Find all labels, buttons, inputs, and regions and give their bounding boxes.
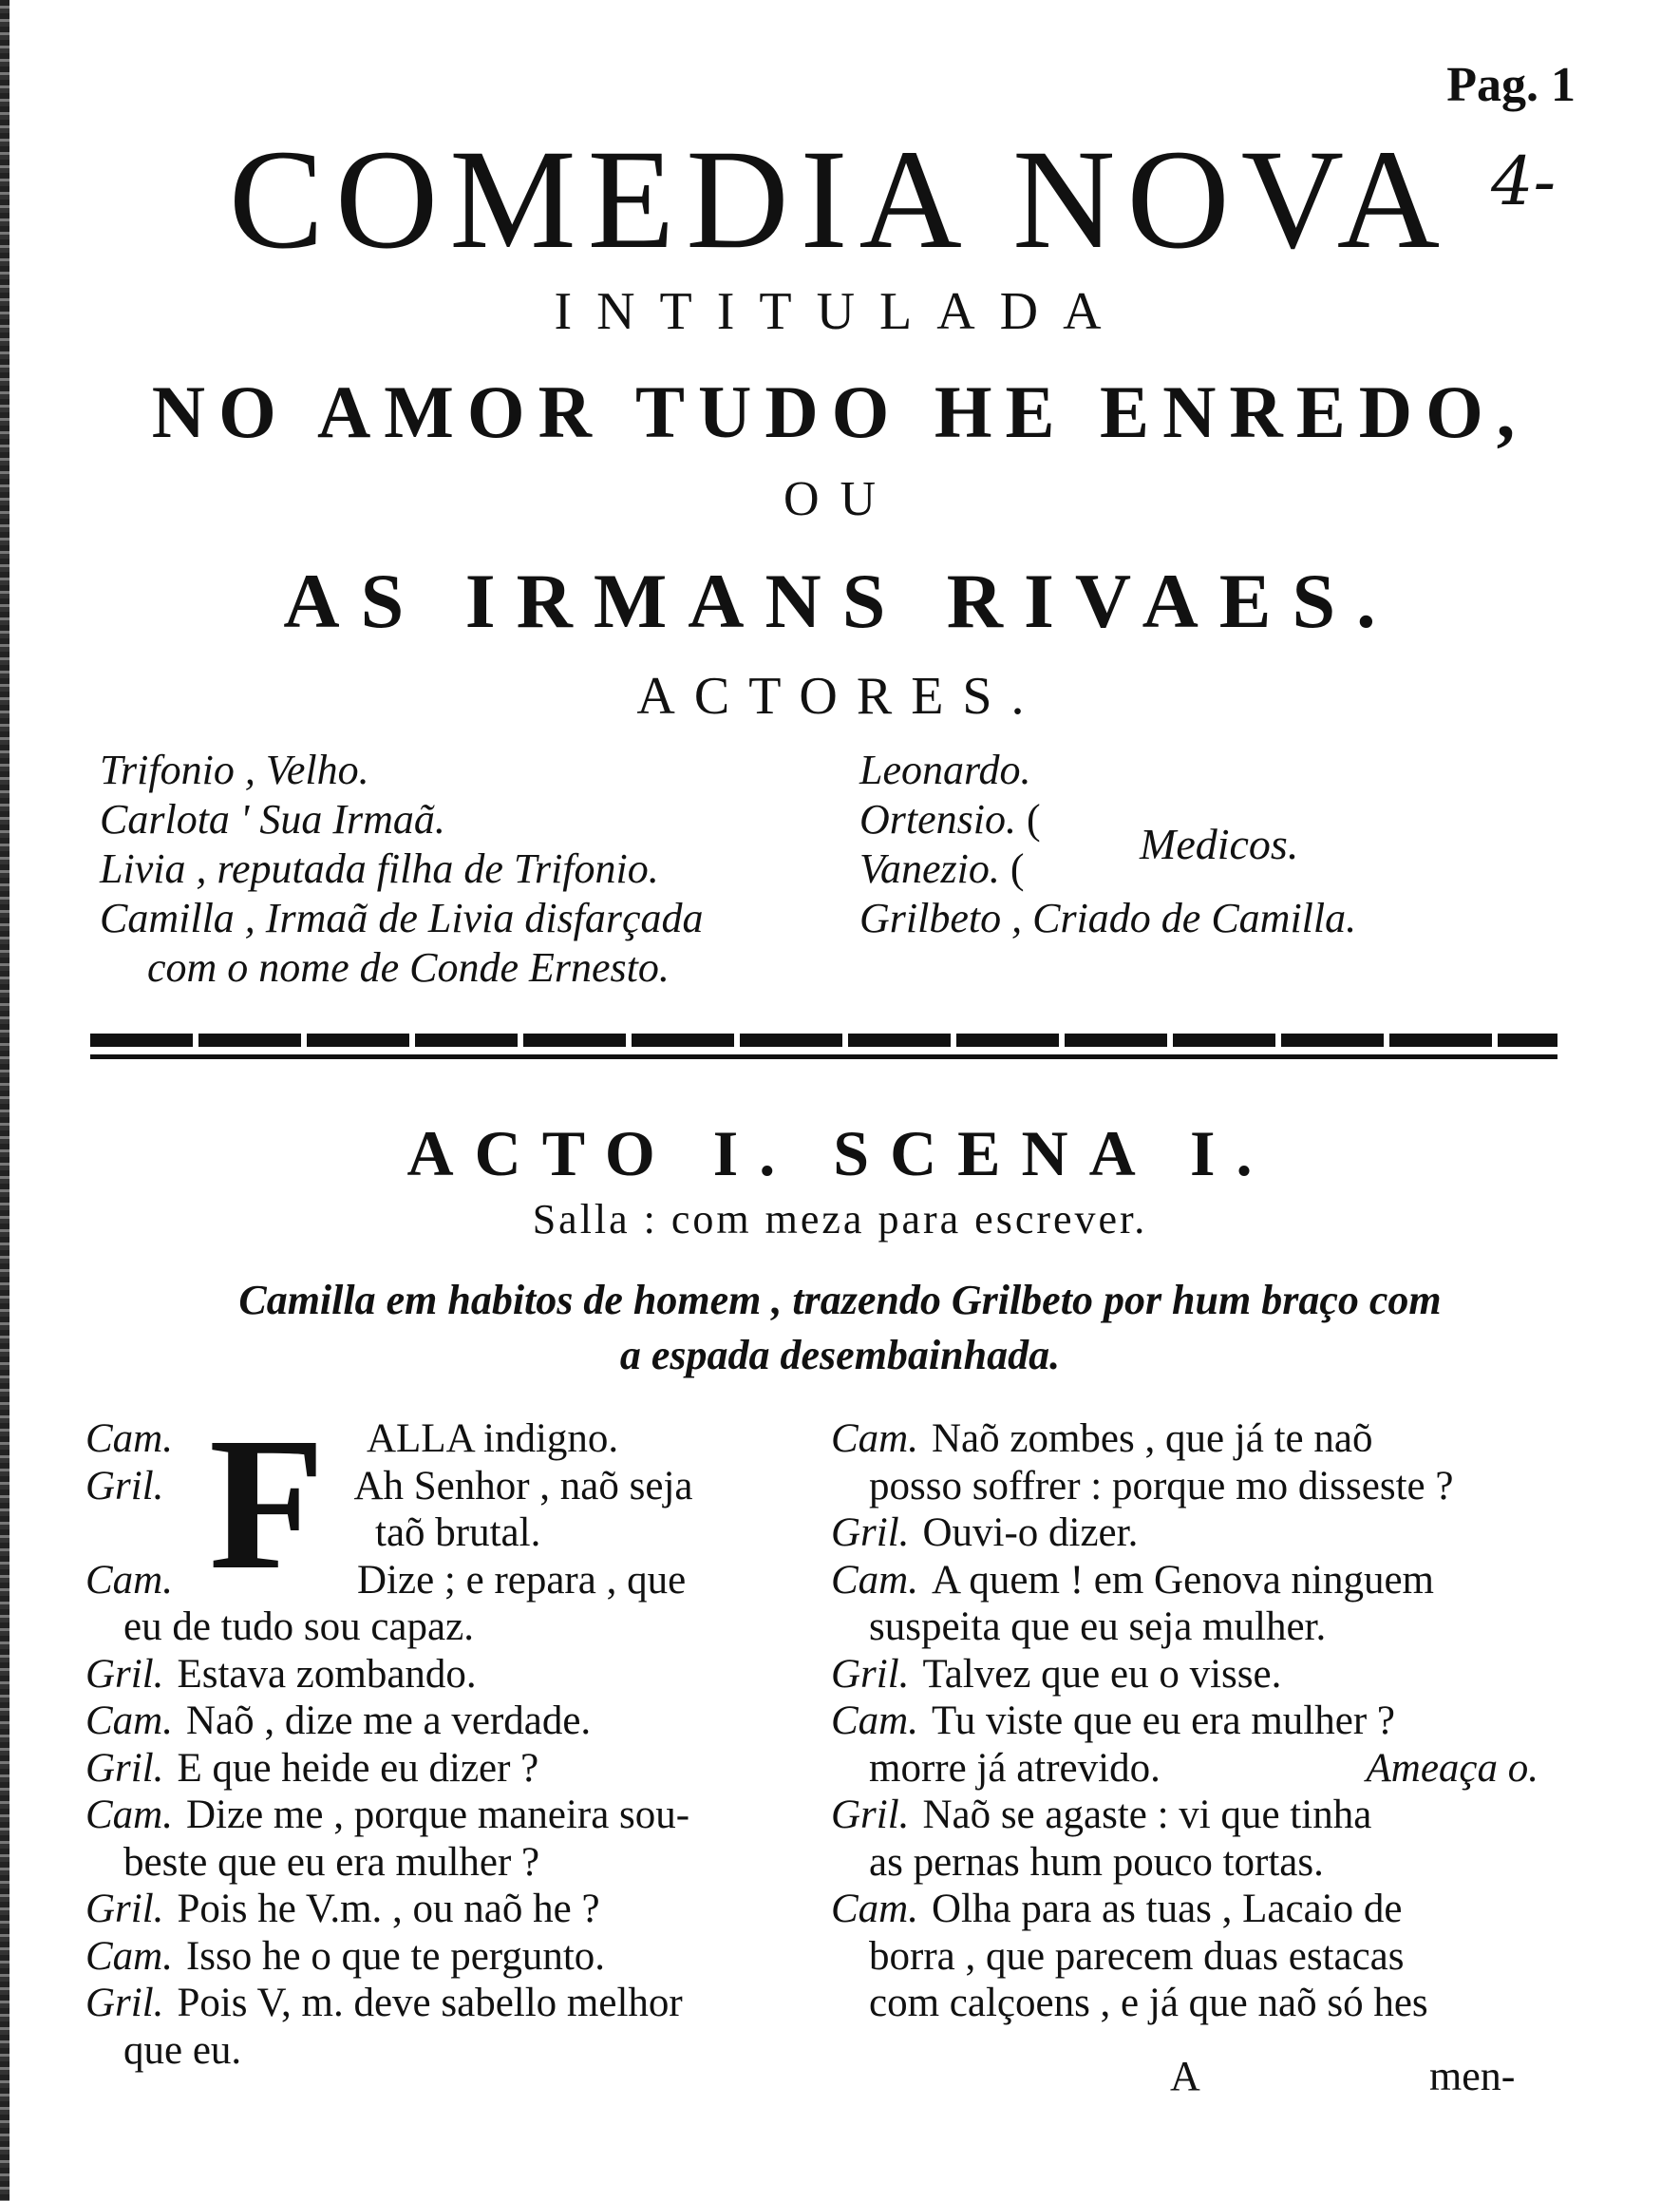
speaker: Cam. (831, 1557, 918, 1603)
dialogue-column-right (831, 1415, 1538, 2027)
bracket-mark: ( (1010, 845, 1025, 892)
speaker: Cam. (831, 1416, 918, 1461)
dialogue-column-left (85, 1399, 807, 2074)
dialogue-text: suspeita que eu seja mulher. (869, 1604, 1327, 1649)
dialogue-text: eu de tudo sou capaz. (123, 1604, 474, 1649)
dialogue-text: ALLA indigno. (366, 1416, 619, 1461)
dialogue-line (85, 1463, 807, 1510)
cast-entry: Leonardo. (859, 747, 1031, 793)
medicos-label: Medicos. (1140, 820, 1299, 868)
cast-entry-name: Ortensio. (859, 796, 1016, 843)
stage-direction-line: a espada desembainhada. (619, 1332, 1061, 1378)
dialogue-line (85, 1980, 807, 2027)
dialogue-line (831, 1933, 1538, 1981)
dialogue-text: Olha para as tuas , Lacaio de (931, 1887, 1403, 1931)
dialogue-line (85, 1886, 807, 1933)
subtitle-intitulada: INTITULADA (554, 282, 1126, 341)
page-number: Pag. 1 (1446, 58, 1576, 112)
cast-entry-name: Vanezio. (859, 845, 1000, 892)
speaker: Cam. (831, 1698, 918, 1743)
speaker: Gril. (85, 1981, 164, 2025)
dialogue-line (831, 1603, 1538, 1651)
dialogue-line (85, 1792, 807, 1839)
handwritten-mark: 4- (1491, 142, 1557, 220)
dialogue-line (831, 1839, 1538, 1887)
speaker: Cam. (85, 1557, 173, 1603)
subtitle-ou: OU (783, 472, 897, 526)
dialogue-text: Pois he V.m. , ou naõ he ? (177, 1887, 600, 1931)
cast-list-left (100, 746, 859, 993)
dialogue-text: Ah Senhor , naõ seja (353, 1463, 693, 1508)
dialogue-line (85, 1509, 807, 1557)
speaker: Gril. (85, 1651, 164, 1697)
drop-cap: F (209, 1399, 326, 1609)
dialogue-text: beste que eu era mulher ? (123, 1839, 540, 1885)
cast-entry: Carlota ' Sua Irmaã. (100, 796, 445, 843)
ornamental-rule (90, 1034, 1557, 1047)
dialogue-line (85, 2027, 807, 2075)
stage-direction-line: Camilla em habitos de homem , trazendo Grilbeto por hum braço com (238, 1277, 1442, 1323)
speaker: Gril. (85, 1463, 164, 1508)
main-title: COMEDIA NOVA (228, 121, 1452, 278)
dialogue-line (831, 1792, 1538, 1839)
speaker: Gril. (831, 1793, 910, 1837)
dialogue-line (831, 1509, 1538, 1557)
dialogue-line (831, 1463, 1538, 1510)
dialogue-text: que eu. (123, 2027, 242, 2073)
dialogue-line (831, 1651, 1538, 1698)
dialogue-text: Naõ se agaste : vi que tinha (922, 1793, 1372, 1837)
ornamental-rule-thin (90, 1054, 1557, 1059)
dialogue-line (831, 1886, 1538, 1933)
bracket-mark: ( (1027, 796, 1041, 843)
scene-setting: Salla : com meza para escrever. (532, 1196, 1148, 1243)
cast-entry: Grilbeto , Criado de Camilla. (859, 895, 1357, 941)
dialogue-line (831, 1415, 1538, 1463)
signature-mark: A (1170, 2053, 1200, 2099)
dialogue-text: taõ brutal. (375, 1510, 541, 1555)
dialogue-text: morre já atrevido. (869, 1745, 1161, 1791)
play-title: NO AMOR TUDO HE ENREDO, (151, 370, 1529, 453)
dialogue-line (831, 1557, 1538, 1604)
dialogue-line (85, 1651, 807, 1698)
dialogue-line (85, 1415, 807, 1463)
speaker: Cam. (85, 1416, 173, 1461)
speaker: Cam. (85, 1933, 173, 1979)
dialogue-text: com calçoens , e já que naõ só hes (869, 1981, 1428, 2025)
dialogue-text: Ouvi-o dizer. (922, 1510, 1139, 1555)
inline-stage-direction: Ameaça o. (1366, 1745, 1538, 1791)
dialogue-text: posso soffrer : porque mo disseste ? (869, 1463, 1454, 1508)
catchword: men- (1429, 2053, 1516, 2099)
cast-entry: Camilla , Irmaã de Livia disfarçada (100, 895, 704, 941)
dialogue-text: Pois V, m. deve sabello melhor (177, 1981, 683, 2025)
dialogue-line (85, 1839, 807, 1887)
dialogue-text: as pernas hum pouco tortas. (869, 1839, 1324, 1885)
dialogue-line (831, 1980, 1538, 2027)
play-alt-title: AS IRMANS RIVAES. (283, 558, 1397, 644)
speaker: Gril. (85, 1745, 164, 1791)
dialogue-text: Dize me , porque maneira sou- (185, 1793, 690, 1837)
dialogue-text: Tu viste que eu era mulher ? (931, 1698, 1395, 1743)
dialogue-text: Naõ , dize me a verdade. (185, 1698, 592, 1743)
speaker: Cam. (831, 1887, 918, 1931)
speaker: Gril. (831, 1510, 910, 1555)
dialogue-text: A quem ! em Genova ninguem (931, 1557, 1435, 1603)
dialogue-text: Isso he o que te pergunto. (185, 1933, 606, 1979)
cast-entry: com o nome de Conde Ernesto. (147, 944, 670, 991)
speaker: Gril. (85, 1887, 164, 1931)
stage-direction (0, 1273, 1680, 1383)
dialogue-line (831, 1745, 1538, 1793)
dialogue-line (85, 1745, 807, 1793)
dialogue-line (85, 1557, 807, 1604)
dialogue-text: Talvez que eu o visse. (922, 1651, 1282, 1697)
speaker: Cam. (85, 1698, 173, 1743)
act-heading: ACTO I. SCENA I. (406, 1117, 1274, 1189)
speaker: Cam. (85, 1793, 173, 1837)
dialogue-text: E que heide eu dizer ? (177, 1745, 539, 1791)
speaker: Gril. (831, 1651, 910, 1697)
dialogue-line (85, 1603, 807, 1651)
cast-entry: Livia , reputada filha de Trifonio. (100, 845, 659, 892)
dialogue-text: Naõ zombes , que já te naõ (931, 1416, 1373, 1461)
dialogue-text: Dize ; e repara , que (356, 1557, 687, 1603)
cast-entry: Trifonio , Velho. (100, 747, 369, 793)
actors-heading: ACTORES. (636, 667, 1044, 726)
dialogue-line (85, 1698, 807, 1745)
dialogue-text: Estava zombando. (177, 1651, 477, 1697)
dialogue-line (831, 1698, 1538, 1745)
dialogue-line (85, 1933, 807, 1981)
dialogue-text: borra , que parecem duas estacas (869, 1933, 1405, 1979)
